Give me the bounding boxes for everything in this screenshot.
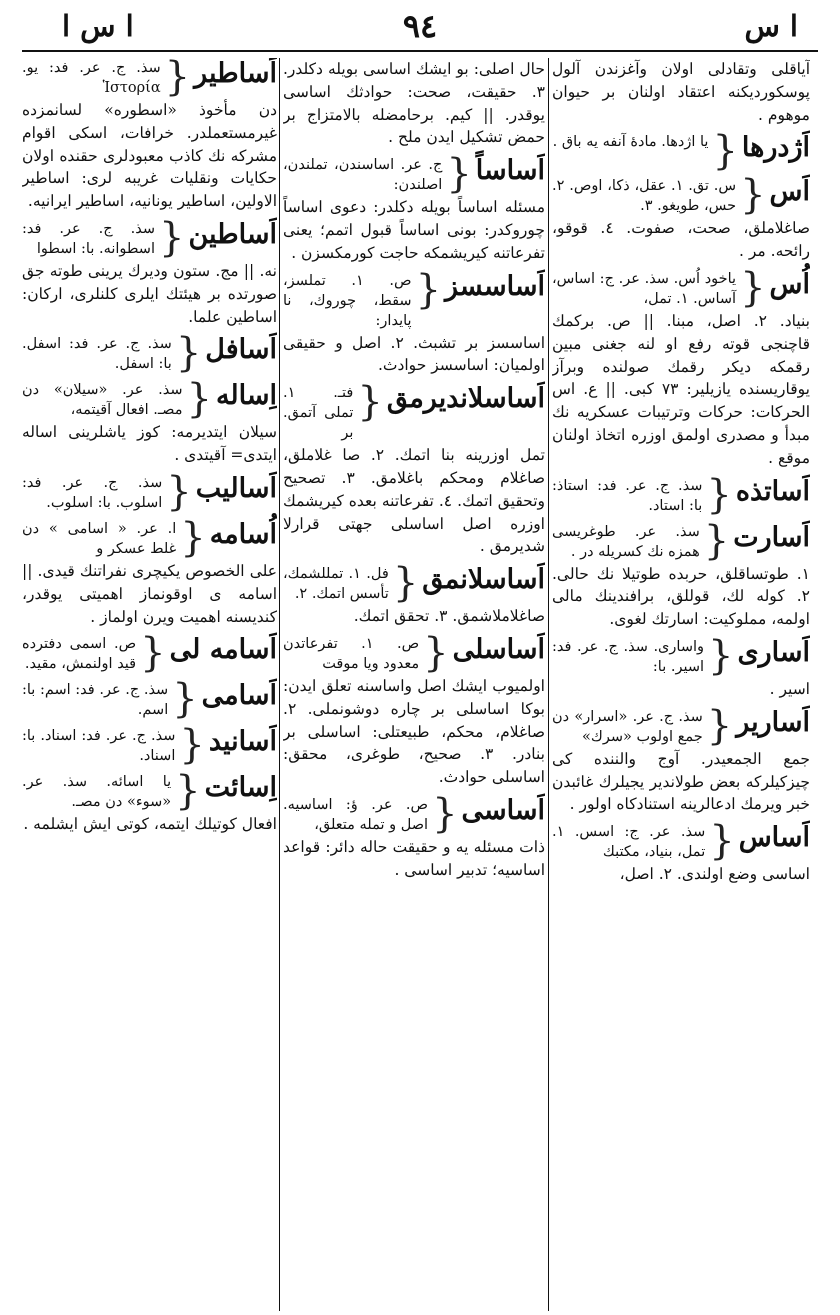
headword: اَساساً xyxy=(475,155,545,187)
column-divider xyxy=(279,58,280,1311)
continued-text: حال اصلی: بو ایشك اساسی بویله دکلدر. ٣. حقیقت، صحت: حوادثك اساسی یوقدر. || کیم. برحامضله بالامتزاج بر حمض تشکیل ایدن ملح . xyxy=(283,60,545,147)
dictionary-entry xyxy=(283,790,545,882)
headword: اَسانید xyxy=(208,726,277,758)
grammar-note: سذ. ج. عر. فد: اسفل. با: اسفل. xyxy=(22,336,172,373)
definition: صاغلاملاشمق. ٣. تحقق اتمك. xyxy=(353,607,545,626)
headword: اَسافل xyxy=(205,334,277,366)
grammar-note: س. تق. ١. عقل، ذکا، اوص. ٢. حس، طویغو. ٣. xyxy=(552,178,737,215)
grammar-note: سذ. عر. طوغریسی همزه نك کسریله در . xyxy=(552,523,700,560)
grammar-note: سذ. ج. عر. فد: یو. Ἱστορία xyxy=(22,60,161,96)
brace: { xyxy=(166,468,192,515)
headword: اَساطیر xyxy=(194,58,277,89)
brace: { xyxy=(186,376,212,423)
brace: { xyxy=(415,266,442,313)
dictionary-entry xyxy=(552,702,810,816)
headword: اُسامه xyxy=(209,518,277,550)
definition: سیلان ایتدیرمه: کوز یاشلرینی اساله ایتدی= آقیتدی . xyxy=(22,423,277,465)
definition: اساسی وضع اولندی. ٢. اصل، xyxy=(619,865,810,884)
headword: اِساله xyxy=(215,380,277,412)
headword: اَساطین xyxy=(188,218,277,250)
grammar-note: سذ. ج. عر. فد: اسطوانه. با: اسطوا xyxy=(22,220,155,257)
dictionary-entry xyxy=(552,517,810,631)
dictionary-entry xyxy=(22,214,277,328)
page-header xyxy=(22,6,818,46)
continued-text: آیاقلی وتقادلی اولان وآغزندن آلول پوسکوردیکنه اعتقاد اولنان بر حیوان موهوم . xyxy=(552,60,810,124)
grammar-note: ص. عر. ؤ: اساسیه. اصل و تمله متعلق، xyxy=(283,796,429,833)
headword: اَژدرها xyxy=(741,132,810,164)
brace: { xyxy=(392,560,419,607)
brace: { xyxy=(708,632,734,679)
grammar-note: یا اسائه. سذ. عر. «سوء» دن مصـ. xyxy=(22,774,172,811)
brace: { xyxy=(709,818,735,865)
headword: اُس xyxy=(769,268,810,300)
brace: { xyxy=(446,151,472,198)
dictionary-entry xyxy=(283,379,545,558)
headword: اَساسسز xyxy=(445,270,545,302)
grammar-note: فتـ. ١. تملی آتمق. بر xyxy=(283,385,354,442)
definition: بنیاد. ٢. اصل، مبنا. || ص. برکمك قاچنجی قوته رفع او لنه جغنی مبین رقمکه دیکر رقمك صولنده وبرآز یوقاریسنده یازیلیر: ٧٣ کبی. || ع. اس الحرکات: حرکات وترتیبات عسکریه نك مبدأ و مصدری اولمق اوزره اتخاذ اولنان موقع . xyxy=(552,311,810,467)
column-divider xyxy=(548,58,549,1311)
headword: اَسارت xyxy=(733,521,810,553)
grammar-note: سذ. ج. عر. فد: استاذ: با: استاد. xyxy=(552,477,703,514)
header-right-guide-word: ا س xyxy=(744,9,798,43)
brace: { xyxy=(740,172,766,219)
column-middle xyxy=(283,58,545,1307)
header-rule xyxy=(22,50,818,52)
grammar-note: فل. ١. تمللشمك، تأسس اتمك. ٢. xyxy=(283,566,389,603)
brace: { xyxy=(180,514,206,561)
page-number: ٩٤ xyxy=(402,7,438,45)
dictionary-entry xyxy=(283,151,545,264)
definition: دن مأخوذ «اسطوره» لسانمزده غیرمستعملدر. خرافات، اسکی اقوام مشرکه نك کاذب معبودلری حقنده اولان حکایات ونقلیات غریبه لری: اساطیر الاولین، اساطیر یونانیه، اساطیر ایرانیه. xyxy=(22,101,277,211)
grammar-note: سذ. ج. عر. «اسرار» دن جمع اولوب «سرك» xyxy=(552,708,703,745)
definition: نه. || مج. ستون ودیرك یرینی طوته جق صورتده بر هیئتك ایلری کلنلری، ارکان: اساطین علما. xyxy=(22,261,277,326)
dictionary-entry xyxy=(22,722,277,769)
headword: اَساس xyxy=(738,822,810,854)
grammar-note: یا اژدها. مادهٔ آنفه یه باق . xyxy=(552,134,709,151)
headword: اَساری xyxy=(737,636,810,668)
dictionary-entry xyxy=(552,264,810,470)
brace: { xyxy=(706,471,732,518)
headword: اِسائت xyxy=(204,772,277,804)
dictionary-entry xyxy=(22,58,277,213)
brace: { xyxy=(706,702,733,749)
dictionary-entry xyxy=(22,676,277,723)
dictionary-entry xyxy=(552,471,810,518)
brace: { xyxy=(423,629,449,676)
grammar-note: سذ. عر. ج: اسس. ١. تمل، بنیاد، مکتبك xyxy=(552,824,706,861)
definition: افعال کوتیلك ایتمه، کوتی ایش ایشلمه . xyxy=(23,815,277,834)
headword: اَس xyxy=(769,176,810,208)
dictionary-entry xyxy=(283,629,545,789)
dictionary-entry xyxy=(283,560,545,628)
definition: جمع الجمعیدر. آوج والننده کی چیزکیلرکه بعض طولاندیر یجیلرك غائبدن خبر ویرمك ادعالرینه استنادکاه اولور . xyxy=(552,749,810,814)
grammar-note: سذ. عر. «سیلان» دن مصـ. افعال آقیتمه، xyxy=(22,382,183,419)
brace: { xyxy=(740,264,766,311)
grammar-note: ج. عر. اساسندن، تملندن، اصلندن: xyxy=(283,157,443,194)
dictionary-entry xyxy=(552,172,810,263)
column-left xyxy=(22,58,277,1307)
dictionary-entry xyxy=(22,768,277,836)
brace: { xyxy=(703,517,730,564)
headword: اَسامی xyxy=(201,680,277,712)
headword: اَساسلاندیرمق xyxy=(386,383,545,415)
grammar-note: سذ. ج. عر. فد: اسم: با: اسم. xyxy=(22,682,169,719)
dictionary-entry xyxy=(552,818,810,886)
grammar-note: سذ. ج. عر. فد: اسلوب. با: اسلوب. xyxy=(22,474,163,511)
dictionary-entry xyxy=(22,468,277,515)
brace: { xyxy=(712,128,738,175)
brace: { xyxy=(140,630,166,677)
dictionary-entry xyxy=(552,632,810,701)
brace: { xyxy=(179,722,205,769)
brace: { xyxy=(172,676,198,723)
definition: اولمیوب ایشك اصل واساسنه تعلق ایدن: بوکا اساسلی بر چاره دوشونملی. ٢. صاغلام، محکم، طبیعتلی: اساسلی بر بنادر. ٣. صحیح، طوغری، محقق: اساسلی حوادث. xyxy=(283,676,545,787)
headword: اَساسلی xyxy=(452,633,545,665)
headword: اَساسلانمق xyxy=(422,564,545,596)
brace: { xyxy=(357,379,383,426)
definition: علی الخصوص یکیچری نفراتنك قیدی. || اسامه ی اوقونماز اهمیتی یوقدر، کندیسنه اهمیت ویرن اولماز . xyxy=(22,561,277,626)
definition: اساسسز بر تشبث. ٢. اصل و حقیقی اولمیان: اساسسز حوادث. xyxy=(283,333,545,375)
definition: ١. طوتساقلق، حربده طوتیلا نك حالی. ٢. کوله لك، قوللق، برافندینك مالی اولمه، مملوکیت: اسارتك لغوی. xyxy=(552,564,810,629)
definition: تمل اوزرینه بنا اتمك. ٢. صا غلاملق، صاغلام ومحکم باغلامق. ٣. تصحیح وتحقیق اتمك. ٤. تفرعاتنه بعده کیریشمك اوزره اصل اساسلی جهتی قرارلا شدیرمق . xyxy=(283,446,545,556)
definition: ذات مسئله یه و حقیقت حاله دائر: قواعد اساسیه؛ تدبیر اساسی . xyxy=(283,837,545,879)
dictionary-entry xyxy=(22,330,277,377)
brace: { xyxy=(175,768,201,815)
headword: اَسامه لی xyxy=(169,634,277,666)
brace: { xyxy=(159,214,185,261)
grammar-note: واساری. سذ. ج. عر. فد: اسیر. با: xyxy=(552,638,705,675)
brace: { xyxy=(432,790,458,837)
headword: اَساتذه xyxy=(735,475,810,507)
definition: مسئله اساساً بویله دکلدر: دعوی اساساً چوروکدر: بونی اساساً قبول اتمم؛ یعنی تفرعاتنه کیریشمکه حاجت کورمکسزن . xyxy=(283,198,545,262)
grammar-note: ص. ١. تملسز، سقط، چوروك، نا پایدار: xyxy=(283,272,412,329)
column-right xyxy=(552,58,810,1307)
dictionary-entry xyxy=(22,514,277,628)
grammar-note: ص. اسمی دفترده قید اولنمش، مقید. xyxy=(22,636,137,673)
grammar-note: یاخود اُس. سذ. عر. ج: اساس، آساس. ١. تمل، xyxy=(552,270,737,307)
dictionary-entry xyxy=(283,266,545,378)
dictionary-entry xyxy=(22,376,277,467)
headword: اَساسی xyxy=(461,794,545,826)
brace: { xyxy=(175,330,202,377)
headword: اَسالیب xyxy=(195,472,277,504)
dictionary-entry xyxy=(552,128,810,175)
dictionary-entry xyxy=(22,630,277,677)
grammar-note: ا. عر. « اسامی » دن غلط عسکر و xyxy=(22,520,177,557)
definition: صاغلاملق، صحت، صفوت. ٤. قوقو، رائحه. مر . xyxy=(552,219,810,261)
definition: اسیر . xyxy=(769,679,810,698)
grammar-note: سذ. ج. عر. فد: اسناد. با: اسناد. xyxy=(22,728,176,765)
header-left-guide-word: ا س ا xyxy=(62,9,134,43)
brace: { xyxy=(164,58,191,100)
headword: اَساریر xyxy=(736,706,810,738)
grammar-note: ص. ١. تفرعاتدن معدود ویا موقت xyxy=(283,635,420,672)
